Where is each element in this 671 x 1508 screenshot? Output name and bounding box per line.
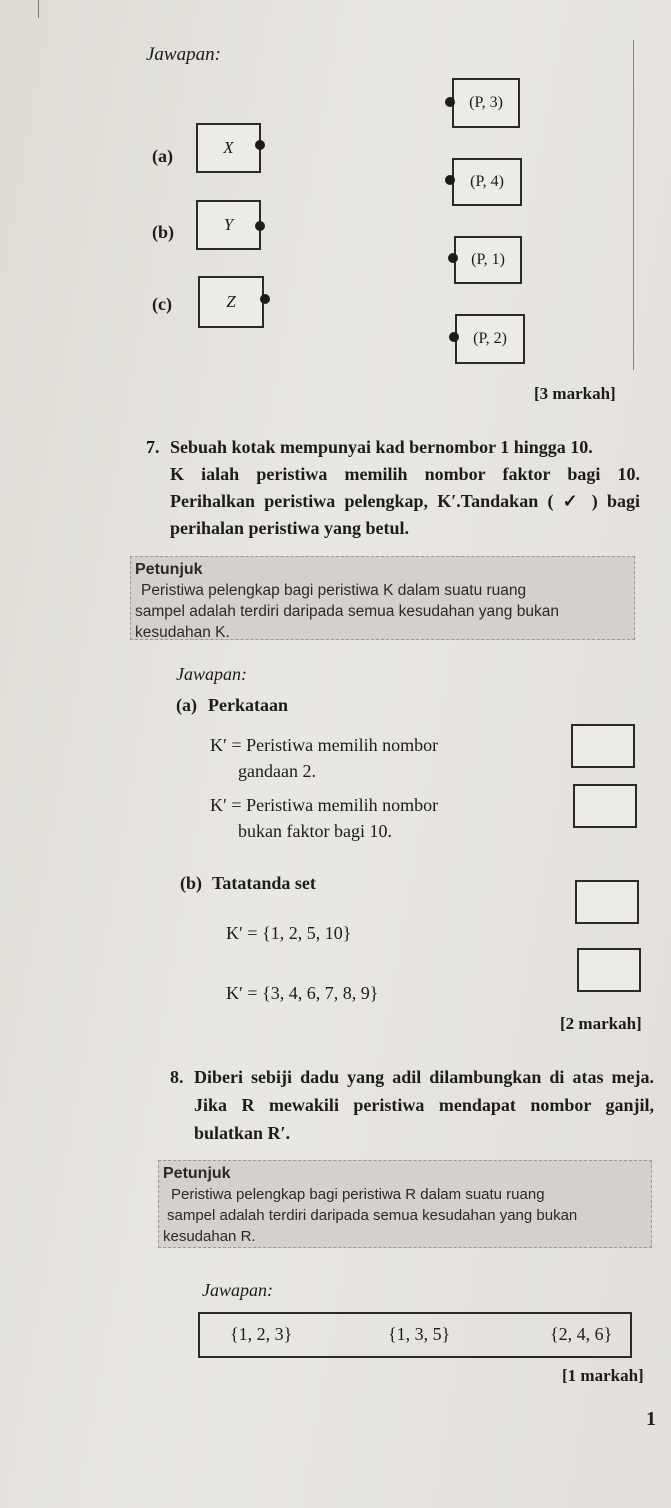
q6-part-a-label: (a) [152,146,173,166]
outcome-p3-dot[interactable] [445,97,455,107]
q6-marks-text: [3 markah] [534,384,616,403]
q8-hint-line-3: kesudahan R. [163,1228,256,1245]
q7-hint-line-1: Peristiwa pelengkap bagi peristiwa K dalam suatu ruang [141,582,527,599]
q7-a-option2-line1: K′ = Peristiwa memilih nombor [210,795,439,815]
outcome-p3-label: (P, 3) [469,94,503,111]
event-x-dot[interactable] [255,140,265,150]
q8-line-2: Jika R mewakili peristiwa mendapat nombor ganjil, [194,1095,654,1115]
q7-b-option2-tickbox[interactable] [577,948,641,992]
page-number: 1 [646,1408,656,1430]
outcome-p2-label: (P, 2) [473,330,507,347]
q7-b-option1: K′ = {1, 2, 5, 10} [226,923,352,943]
q7-a-option1-tickbox[interactable] [571,724,635,768]
top-divider-line [38,0,39,18]
q7-answer-label: Jawapan: [176,664,247,684]
q7-line-1: Sebuah kotak mempunyai kad bernombor 1 hingga 10. [170,437,593,457]
q8-hint-title: Petunjuk [163,1165,231,1182]
q6-part-c-label: (c) [152,294,172,314]
q8-line-3: bulatkan R′. [194,1123,291,1143]
event-z-dot[interactable] [260,294,270,304]
event-z-label: Z [226,292,236,311]
q7-b-option2: K′ = {3, 4, 6, 7, 8, 9} [226,983,379,1003]
q7-hint-box [130,556,635,640]
q7-marks [560,1014,642,1034]
q8-hint-line-2: sampel adalah terdiri daripada semua kesudahan yang bukan [167,1207,578,1224]
q7-line-2: K ialah peristiwa memilih nombor faktor bagi 10. [170,464,640,484]
q7-hint-line-2: sampel adalah terdiri daripada semua kesudahan yang bukan [135,603,559,620]
q6-marks [534,384,616,404]
q7-part-a-title: Perkataan [208,695,288,715]
outcome-p1-dot[interactable] [448,253,458,263]
right-margin-line [633,40,634,370]
q6-answer-label: Jawapan: [146,44,221,65]
event-x-box [196,123,261,173]
outcome-p2-box [455,314,525,364]
q8-hint-line-1: Peristiwa pelengkap bagi peristiwa R dalam suatu ruang [171,1186,545,1203]
q8-hint-box [158,1160,652,1248]
q7-b-option1-tickbox[interactable] [575,880,639,924]
q7-a-option2-tickbox[interactable] [573,784,637,828]
q7-hint-title: Petunjuk [135,561,203,578]
outcome-p1-label: (P, 1) [471,251,505,268]
outcome-p1-box [454,236,522,284]
outcome-p4-box [452,158,522,206]
q7-line-3: Perihalkan peristiwa pelengkap, K′.Tandakan ( ✓ ) bagi [170,491,640,511]
event-y-label: Y [223,215,234,234]
q8-option-2[interactable]: {1, 3, 5} [388,1324,451,1344]
event-y-dot[interactable] [255,221,265,231]
q7-marks-text: [2 markah] [560,1014,642,1033]
q7-hint-line-3: kesudahan K. [135,624,230,641]
outcome-p4-label: (P, 4) [470,173,504,190]
outcome-p3-box [452,78,520,128]
q7-part-a-label: (a) [176,695,197,715]
q8-option-1[interactable]: {1, 2, 3} [230,1324,293,1344]
event-z-box [198,276,264,328]
q8-marks-text: [1 markah] [562,1366,644,1385]
q7-part-b-title: Tatatanda set [212,873,316,893]
q8-marks [562,1366,644,1386]
q7-a-option2-line2: bukan faktor bagi 10. [238,821,392,841]
q8-answer-label: Jawapan: [202,1280,273,1300]
event-x-label: X [223,138,234,157]
q7-a-option1-line1: K′ = Peristiwa memilih nombor [210,735,439,755]
outcome-p2-dot[interactable] [449,332,459,342]
q7-number: 7. [146,437,160,457]
q6-part-b-label: (b) [152,222,174,242]
event-y-box [196,200,261,250]
q7-a-option1-line2: gandaan 2. [238,761,316,781]
outcome-p4-dot[interactable] [445,175,455,185]
q8-options-box [198,1312,632,1358]
q7-line-4: perihalan peristiwa yang betul. [170,518,410,538]
q8-line-1: Diberi sebiji dadu yang adil dilambungkan di atas meja. [194,1067,654,1087]
q7-part-b-label: (b) [180,873,202,893]
q8-number: 8. [170,1067,184,1087]
q8-option-3[interactable]: {2, 4, 6} [550,1324,613,1344]
